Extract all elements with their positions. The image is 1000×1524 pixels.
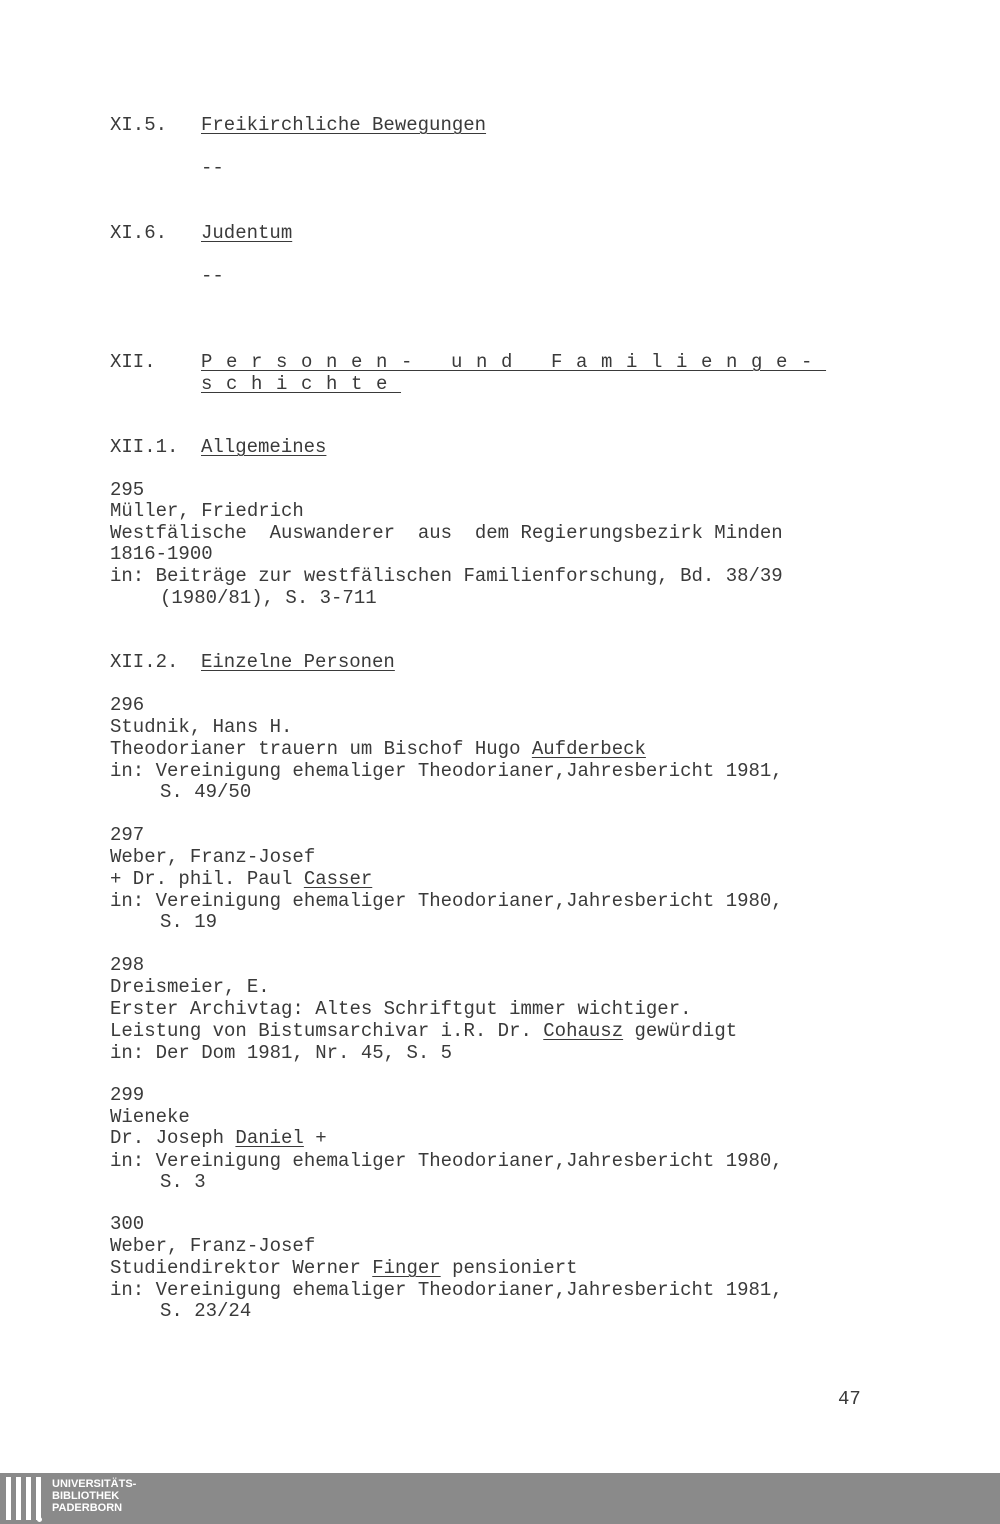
entry-title-text: + Dr. phil. Paul [110, 868, 304, 890]
entry-title [110, 1127, 327, 1149]
section-title-xii-line2: schichte [201, 373, 402, 395]
entry-source-continued: (1980/81), S. 3-711 [160, 587, 377, 609]
entry-title-text: Dr. Joseph [110, 1127, 236, 1149]
page-number: 47 [838, 1388, 861, 1410]
section-number-xii1: XII.1. [110, 436, 179, 458]
entry-source: in: Der Dom 1981, Nr. 45, S. 5 [110, 1042, 453, 1064]
entry-title-suffix: gewürdigt [623, 1020, 738, 1042]
entry-source-continued: S. 49/50 [160, 781, 252, 803]
entry-title [110, 868, 372, 890]
section-placeholder-xi6: -- [201, 265, 224, 287]
entry-author: Müller, Friedrich [110, 500, 304, 522]
entry-title: Westfälische Auswanderer aus dem Regierungsbezirk Minden [110, 522, 783, 544]
section-number-xii: XII. [110, 351, 156, 373]
entry-author: Dreismeier, E. [110, 976, 270, 998]
entry-author: Studnik, Hans H. [110, 716, 293, 738]
entry-source-continued: S. 3 [160, 1171, 206, 1193]
entry-number: 300 [110, 1213, 145, 1235]
entry-person-name: Daniel [235, 1127, 304, 1149]
entry-author: Weber, Franz-Josef [110, 1235, 316, 1257]
entry-title-text: Theodorianer trauern um Bischof Hugo [110, 738, 532, 760]
entry-source: in: Vereinigung ehemaliger Theodorianer,Jahresbericht 1981, [110, 1279, 783, 1301]
library-footer-banner [0, 1473, 1000, 1524]
entry-title-text: Studiendirektor Werner [110, 1257, 373, 1279]
section-title-xii2: Einzelne Personen [201, 651, 395, 673]
entry-person-name: Casser [303, 868, 373, 890]
entry-title: Erster Archivtag: Altes Schriftgut immer wichtiger. [110, 998, 692, 1020]
library-logo-dot [37, 1517, 42, 1522]
section-title-xii-line1: Personen- und Familienge- [201, 351, 827, 373]
section-title-xi5: Freikirchliche Bewegungen [201, 114, 487, 136]
entry-number: 296 [110, 694, 145, 716]
entry-title-text: Leistung von Bistumsarchivar i.R. Dr. [110, 1020, 544, 1042]
section-number-xi5: XI.5. [110, 114, 168, 136]
entry-number: 297 [110, 824, 145, 846]
entry-number: 299 [110, 1084, 145, 1106]
entry-source: in: Vereinigung ehemaliger Theodorianer,Jahresbericht 1980, [110, 1150, 783, 1172]
entry-number: 298 [110, 954, 145, 976]
entry-source-continued: S. 23/24 [160, 1300, 252, 1322]
entry-title-continued [110, 1020, 737, 1042]
section-placeholder-xi5: -- [201, 157, 224, 179]
entry-title [110, 1257, 578, 1279]
library-logo-text: UNIVERSITÄTS- BIBLIOTHEK PADERBORN [52, 1478, 137, 1514]
entry-source: in: Vereinigung ehemaliger Theodorianer,Jahresbericht 1981, [110, 760, 783, 782]
entry-title [110, 738, 646, 760]
entry-author: Weber, Franz-Josef [110, 846, 316, 868]
entry-author: Wieneke [110, 1106, 190, 1128]
entry-person-name: Finger [372, 1257, 441, 1279]
entry-title-continued: 1816-1900 [110, 543, 213, 565]
entry-number: 295 [110, 479, 145, 501]
section-number-xi6: XI.6. [110, 222, 168, 244]
section-title-xii1: Allgemeines [201, 436, 327, 458]
library-logo-icon [6, 1477, 41, 1520]
entry-source: in: Beiträge zur westfälischen Familienforschung, Bd. 38/39 [110, 565, 783, 587]
entry-title-suffix: + [303, 1127, 327, 1149]
entry-title-suffix: pensioniert [440, 1257, 578, 1279]
entry-source-continued: S. 19 [160, 911, 218, 933]
entry-source: in: Vereinigung ehemaliger Theodorianer,Jahresbericht 1980, [110, 890, 783, 912]
section-title-xi6: Judentum [201, 222, 293, 244]
entry-person-name: Cohausz [543, 1020, 624, 1042]
section-number-xii2: XII.2. [110, 651, 179, 673]
entry-person-name: Aufderbeck [531, 738, 646, 760]
